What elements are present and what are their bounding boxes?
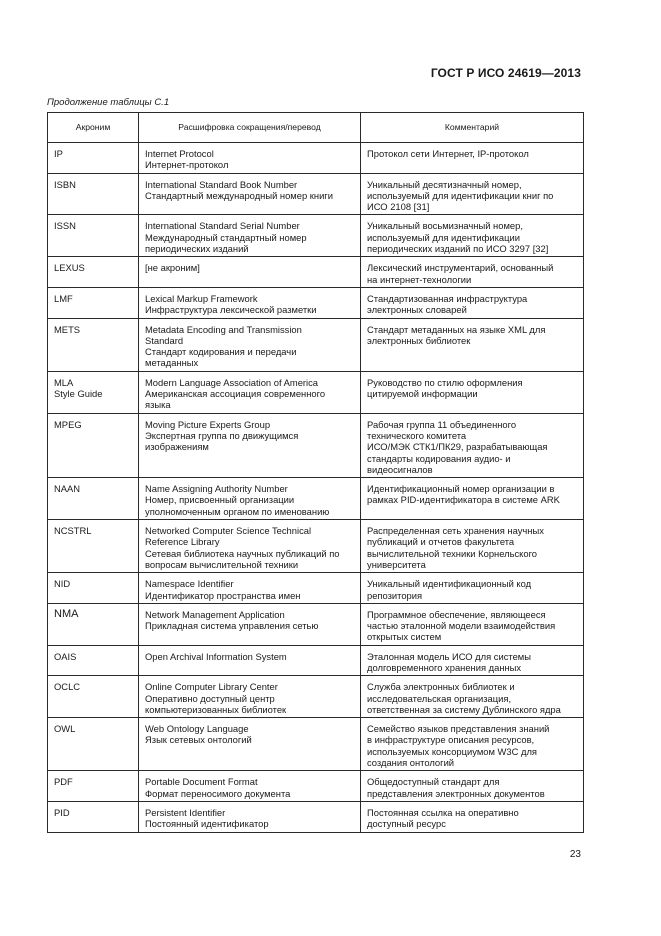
- acronym-cell-line: OWL: [54, 723, 76, 735]
- expansion-cell-line: Язык сетевых онтологий: [145, 734, 252, 746]
- column-header-acronym: Акроним: [48, 113, 139, 143]
- table-header-row: [48, 113, 584, 143]
- acronym-cell: [48, 257, 139, 288]
- expansion-cell-line: Open Archival Information System: [145, 650, 287, 662]
- comment-cell-line: Стандарт метаданных на языке XML для: [367, 323, 546, 335]
- comment-cell-line: университета: [367, 558, 426, 570]
- acronym-cell-line: MPEG: [54, 418, 82, 430]
- acronym-cell-line: Style Guide: [54, 388, 103, 400]
- comment-cell: [361, 371, 584, 413]
- expansion-cell-line: Network Management Application: [145, 608, 285, 620]
- expansion-cell-line: изображениям: [145, 441, 209, 453]
- acronym-cell-line: MLA: [54, 376, 74, 388]
- table-row: [48, 573, 584, 604]
- comment-cell-line: в инфраструктуре описания ресурсов,: [367, 734, 535, 746]
- comment-cell: [361, 573, 584, 604]
- acronym-cell: [48, 645, 139, 676]
- acronym-cell-line: PDF: [54, 776, 73, 788]
- expansion-cell: [139, 573, 361, 604]
- table-row: [48, 413, 584, 477]
- table-row: [48, 645, 584, 676]
- acronym-cell-line: ISBN: [54, 178, 76, 190]
- expansion-cell-line: Сетевая библиотека научных публикаций по: [145, 547, 340, 559]
- table-caption: Продолжение таблицы С.1: [47, 97, 170, 108]
- comment-cell-line: долговременного хранения данных: [367, 661, 522, 673]
- expansion-cell-line: вопросам вычислительной техники: [145, 558, 299, 570]
- comment-cell-line: Идентификационный номер организации в: [367, 483, 555, 495]
- comment-cell: [361, 173, 584, 215]
- comment-cell-line: Служба электронных библиотек и: [367, 681, 515, 693]
- acronym-cell-line: IP: [54, 148, 63, 159]
- acronym-cell-line: ISSN: [54, 220, 76, 232]
- expansion-cell: [139, 645, 361, 676]
- acronym-cell: [48, 143, 139, 174]
- comment-cell-line: Рабочая группа 11 объединенного: [367, 418, 517, 430]
- comment-cell-line: Уникальный идентификационный код: [367, 578, 532, 590]
- expansion-cell-line: Web Ontology Language: [145, 723, 249, 735]
- comment-cell-line: Уникальный десятизначный номер,: [367, 178, 522, 190]
- expansion-cell-line: Международный стандартный номер: [145, 231, 307, 243]
- comment-cell-line: вычислительной техники Корнельского: [367, 547, 538, 559]
- table-row: [48, 318, 584, 371]
- table-row: [48, 257, 584, 288]
- comment-cell-line: публикаций и отчетов факультета: [367, 536, 515, 548]
- expansion-cell: [139, 801, 361, 832]
- comment-cell-line: используемый для идентификации книг по: [367, 189, 554, 201]
- acronym-cell-line: NMA: [54, 607, 79, 620]
- expansion-cell: [139, 603, 361, 645]
- expansion-cell-line: Интернет-протокол: [145, 159, 229, 171]
- acronym-cell-line: OCLC: [54, 681, 81, 693]
- acronym-cell: [48, 215, 139, 257]
- comment-cell-line: периодических изданий по ИСО 3297 [32]: [367, 243, 549, 255]
- comment-cell-line: ИСО 2108 [31]: [367, 201, 430, 213]
- comment-cell: [361, 413, 584, 477]
- expansion-cell-line: Moving Picture Experts Group: [145, 418, 271, 430]
- acronym-table: [47, 112, 584, 833]
- acronym-cell-line: LEXUS: [54, 262, 85, 274]
- table-row: [48, 801, 584, 832]
- page-number: 23: [569, 849, 581, 860]
- expansion-cell-line: Metadata Encoding and Transmission: [145, 323, 302, 335]
- acronym-cell: [48, 573, 139, 604]
- acronym-cell-line: LMF: [54, 292, 73, 304]
- expansion-cell-line: языка: [145, 399, 171, 411]
- comment-cell-line: исследовательская организация,: [367, 692, 512, 704]
- expansion-cell-line: Инфраструктура лексической разметки: [145, 304, 317, 316]
- acronym-cell: [48, 718, 139, 771]
- acronym-cell: [48, 413, 139, 477]
- expansion-cell: [139, 318, 361, 371]
- comment-cell-line: ответственная за систему Дублинского ядра: [367, 703, 561, 715]
- comment-cell-line: Семейство языков представления знаний: [367, 723, 550, 735]
- expansion-cell: [139, 371, 361, 413]
- acronym-cell: [48, 371, 139, 413]
- table-row: [48, 215, 584, 257]
- acronym-cell: [48, 478, 139, 520]
- comment-cell-line: на интернет-технологии: [367, 273, 472, 285]
- comment-cell-line: видеосигналов: [367, 463, 433, 475]
- comment-cell-line: цитируемой информации: [367, 388, 478, 400]
- comment-cell-line: открытых систем: [367, 631, 442, 643]
- expansion-cell: [139, 287, 361, 318]
- expansion-cell: [139, 413, 361, 477]
- acronym-cell-line: METS: [54, 323, 81, 335]
- comment-cell-line: электронных библиотек: [367, 334, 471, 346]
- comment-cell: [361, 318, 584, 371]
- expansion-cell-line: International Standard Book Number: [145, 178, 298, 190]
- expansion-cell: [139, 478, 361, 520]
- table-row: [48, 520, 584, 573]
- acronym-cell: [48, 801, 139, 832]
- acronym-cell: [48, 318, 139, 371]
- column-header-comment: Комментарий: [361, 113, 584, 143]
- expansion-cell-line: Networked Computer Science Technical: [145, 525, 312, 537]
- comment-cell-line: Протокол сети Интернет, IP-протокол: [367, 148, 529, 159]
- comment-cell-line: рамках PID-идентификатора в системе ARK: [367, 494, 560, 506]
- acronym-cell: [48, 603, 139, 645]
- expansion-cell-line: Online Computer Library Center: [145, 681, 278, 693]
- comment-cell-line: доступный ресурс: [367, 818, 446, 830]
- comment-cell: [361, 287, 584, 318]
- acronym-cell-line: NID: [54, 578, 71, 590]
- comment-cell-line: представления электронных документов: [367, 787, 545, 799]
- table-row: [48, 371, 584, 413]
- document-standard-header: ГОСТ Р ИСО 24619—2013: [430, 66, 581, 80]
- comment-cell: [361, 143, 584, 174]
- expansion-cell-line: Идентификатор пространства имен: [145, 589, 301, 601]
- table-row: [48, 173, 584, 215]
- acronym-cell: [48, 287, 139, 318]
- acronym-cell: [48, 771, 139, 802]
- acronym-cell: [48, 520, 139, 573]
- table-row: [48, 603, 584, 645]
- comment-cell: [361, 676, 584, 718]
- expansion-cell-line: Name Assigning Authority Number: [145, 483, 288, 495]
- comment-cell: [361, 215, 584, 257]
- table-row: [48, 478, 584, 520]
- expansion-cell-line: Оперативно доступный центр: [145, 692, 275, 704]
- comment-cell-line: Уникальный восьмизначный номер,: [367, 220, 523, 232]
- comment-cell-line: технического комитета: [367, 429, 467, 441]
- table-row: [48, 143, 584, 174]
- acronym-cell-line: NCSTRL: [54, 525, 92, 537]
- expansion-cell-line: периодических изданий: [145, 243, 249, 255]
- expansion-cell-line: Persistent Identifier: [145, 806, 226, 818]
- expansion-cell-line: [не акроним]: [145, 262, 200, 274]
- expansion-cell: [139, 257, 361, 288]
- comment-cell-line: Постоянная ссылка на оперативно: [367, 806, 519, 818]
- comment-cell-line: Стандартизованная инфраструктура: [367, 292, 528, 304]
- expansion-cell-line: Экспертная группа по движущимся: [145, 429, 299, 441]
- expansion-cell-line: Номер, присвоенный организации: [145, 494, 295, 506]
- comment-cell-line: создания онтологий: [367, 757, 455, 769]
- expansion-cell: [139, 520, 361, 573]
- comment-cell-line: стандарты кодирования аудио- и: [367, 452, 511, 464]
- expansion-cell-line: Reference Library: [145, 536, 220, 548]
- table-row: [48, 771, 584, 802]
- comment-cell-line: Общедоступный стандарт для: [367, 776, 500, 788]
- comment-cell-line: Программное обеспечение, являющееся: [367, 608, 546, 620]
- expansion-cell-line: Internet Protocol: [145, 148, 214, 159]
- comment-cell: [361, 603, 584, 645]
- expansion-cell-line: International Standard Serial Number: [145, 220, 300, 232]
- comment-cell-line: Распределенная сеть хранения научных: [367, 525, 544, 537]
- expansion-cell-line: Portable Document Format: [145, 776, 258, 788]
- expansion-cell-line: компьютеризованных библиотек: [145, 703, 287, 715]
- expansion-cell-line: Американская ассоциация современного: [145, 388, 326, 400]
- expansion-cell-line: Modern Language Association of America: [145, 376, 319, 388]
- comment-cell-line: ИСО/МЭК СТК1/ПК29, разрабатывающая: [367, 441, 548, 453]
- expansion-cell: [139, 143, 361, 174]
- comment-cell-line: Лексический инструментарий, основанный: [367, 262, 554, 274]
- comment-cell: [361, 478, 584, 520]
- acronym-cell-line: PID: [54, 806, 70, 818]
- comment-cell-line: частью эталонной модели взаимодействия: [367, 620, 556, 632]
- comment-cell-line: Эталонная модель ИСО для системы: [367, 650, 531, 662]
- expansion-cell-line: метаданных: [145, 357, 199, 369]
- expansion-cell: [139, 676, 361, 718]
- expansion-cell-line: Стандарт кодирования и передачи: [145, 346, 297, 358]
- comment-cell-line: электронных словарей: [367, 304, 467, 316]
- acronym-cell-line: OAIS: [54, 650, 77, 662]
- comment-cell: [361, 645, 584, 676]
- comment-cell-line: используемый для идентификации: [367, 231, 520, 243]
- expansion-cell-line: Namespace Identifier: [145, 578, 234, 590]
- expansion-cell-line: Прикладная система управления сетью: [145, 620, 319, 632]
- comment-cell: [361, 520, 584, 573]
- table-row: [48, 287, 584, 318]
- comment-cell-line: репозитория: [367, 589, 423, 601]
- expansion-cell: [139, 718, 361, 771]
- comment-cell: [361, 718, 584, 771]
- comment-cell: [361, 257, 584, 288]
- comment-cell-line: Руководство по стилю оформления: [367, 376, 523, 388]
- expansion-cell-line: Постоянный идентификатор: [145, 818, 269, 830]
- expansion-cell-line: Lexical Markup Framework: [145, 292, 258, 304]
- expansion-cell: [139, 173, 361, 215]
- comment-cell-line: используемых консорциумом W3C для: [367, 745, 537, 757]
- column-header-expansion: Расшифровка сокращения/перевод: [139, 113, 361, 143]
- expansion-cell-line: Стандартный международный номер книги: [145, 189, 333, 201]
- comment-cell: [361, 801, 584, 832]
- expansion-cell: [139, 215, 361, 257]
- table-row: [48, 676, 584, 718]
- expansion-cell: [139, 771, 361, 802]
- comment-cell: [361, 771, 584, 802]
- expansion-cell-line: Standard: [145, 334, 184, 346]
- table-row: [48, 718, 584, 771]
- acronym-cell: [48, 173, 139, 215]
- acronym-cell-line: NAAN: [54, 483, 81, 495]
- acronym-cell: [48, 676, 139, 718]
- expansion-cell-line: уполномоченным органом по именованию: [145, 505, 330, 517]
- table-body: [48, 143, 584, 833]
- expansion-cell-line: Формат переносимого документа: [145, 787, 291, 799]
